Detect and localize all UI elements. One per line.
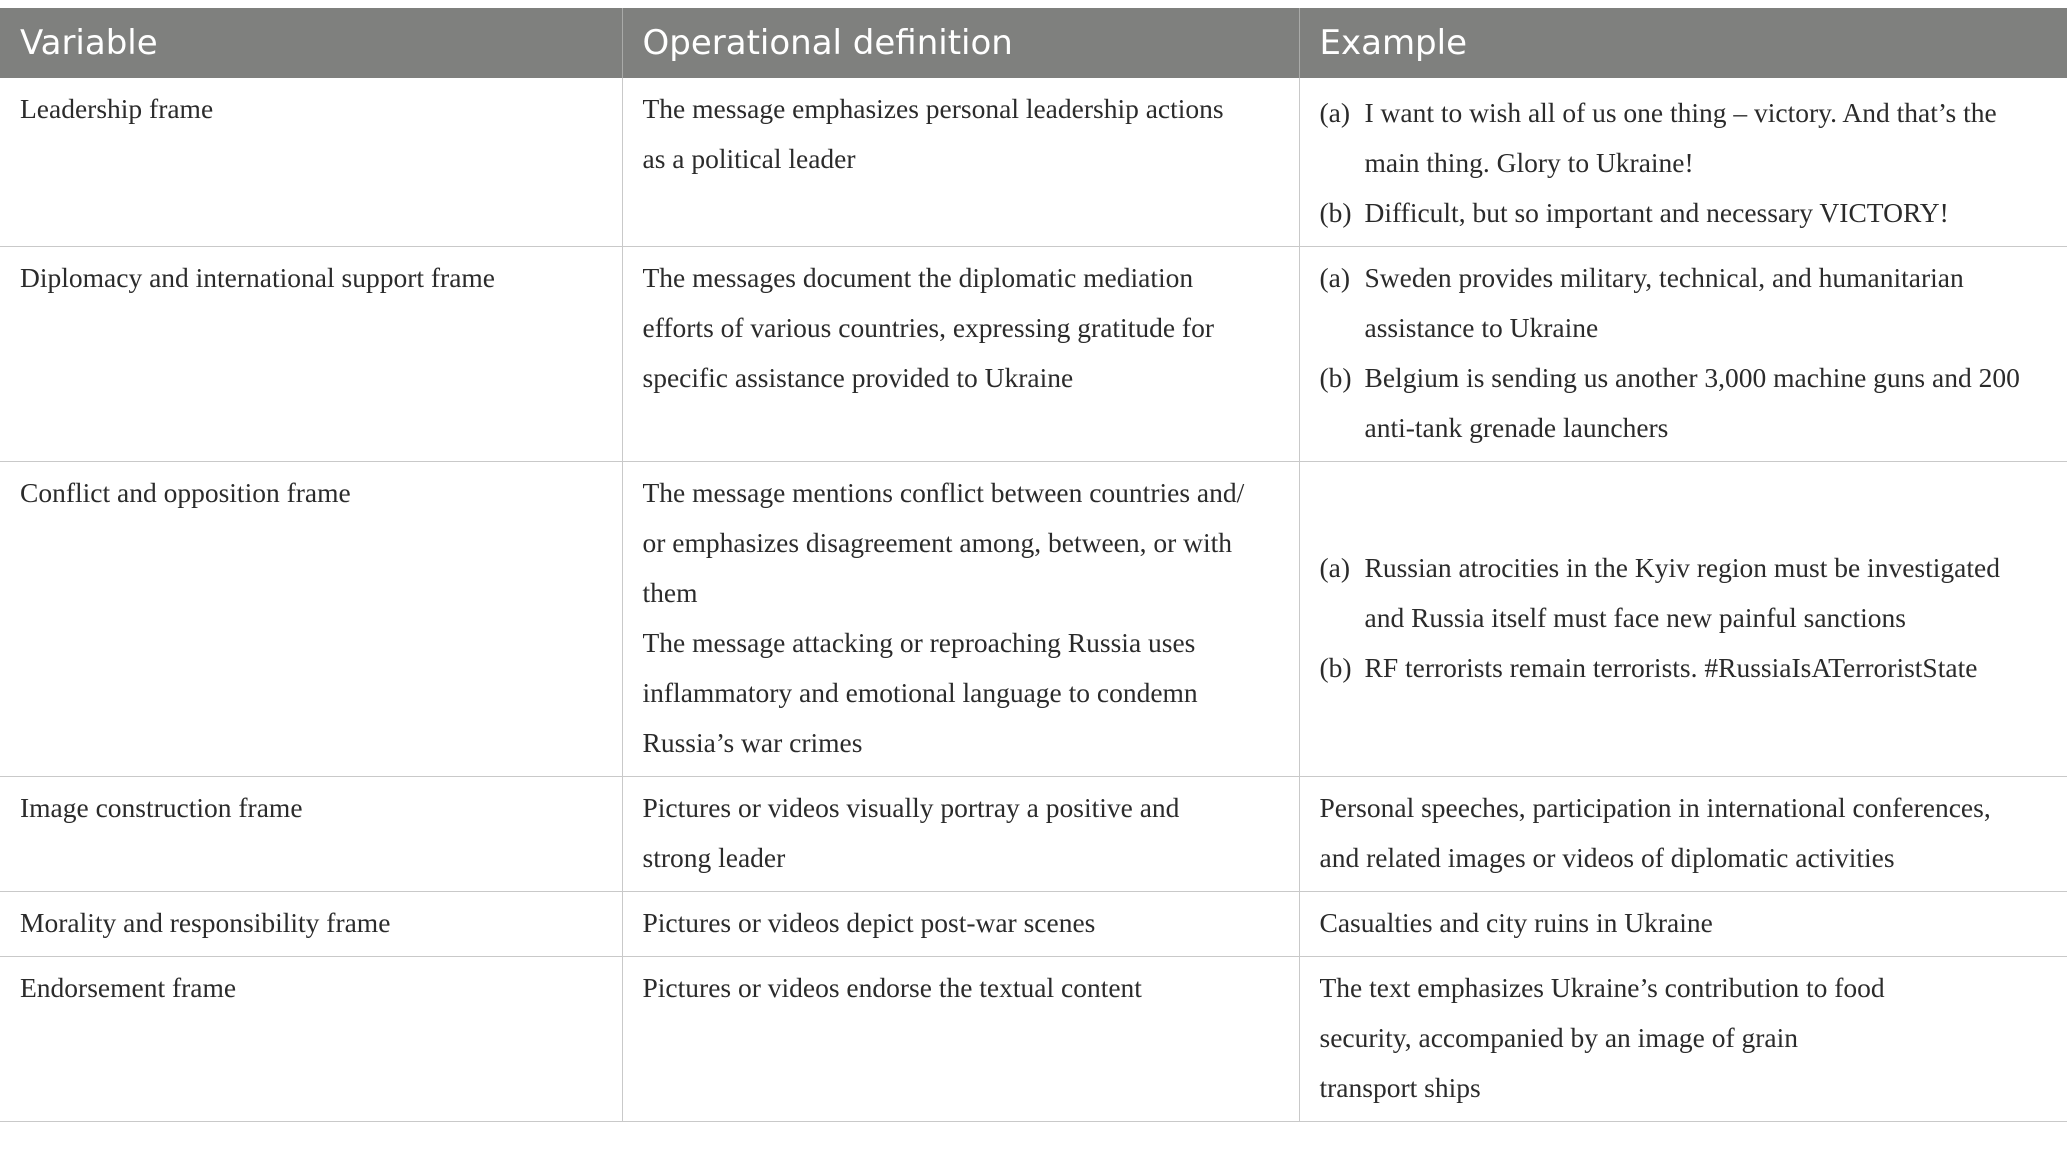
example-text-line: assistance to Ukraine xyxy=(1364,312,1599,343)
variable-name: Diplomacy and international support frame xyxy=(20,262,495,293)
example-label: (b) xyxy=(1319,197,1352,228)
header-row xyxy=(0,8,2067,78)
variable-name: Conflict and opposition frame xyxy=(20,477,351,508)
example-label: (b) xyxy=(1319,652,1352,683)
definition-line: Pictures or videos depict post-war scenes xyxy=(642,907,1096,938)
example-list xyxy=(1320,88,2048,238)
example-text-line: security, accompanied by an image of grain xyxy=(1319,1022,1799,1053)
definition-cell xyxy=(622,247,1299,462)
definition-line: as a political leader xyxy=(642,143,856,174)
variable-cell xyxy=(0,957,622,1122)
variable-cell xyxy=(0,892,622,957)
example-item xyxy=(1320,643,2048,693)
example-text-line: I want to wish all of us one thing – victory. And that’s the xyxy=(1364,97,1997,128)
definition-cell xyxy=(622,462,1299,777)
example-text-line: Personal speeches, participation in international conferences, xyxy=(1319,792,1991,823)
table-row xyxy=(0,78,2067,247)
definition-line: specific assistance provided to Ukraine xyxy=(642,362,1074,393)
definition-line: strong leader xyxy=(642,842,786,873)
example-text-line: anti-tank grenade launchers xyxy=(1364,412,1669,443)
example-item xyxy=(1320,543,2048,643)
example-text-line: RF terrorists remain terrorists. #RussiaIsATerroristState xyxy=(1364,652,1978,683)
example-text-line: and related images or videos of diplomatic activities xyxy=(1319,842,1895,873)
frames-table-container xyxy=(0,8,2067,1122)
example-text-line: Russian atrocities in the Kyiv region must be investigated xyxy=(1364,552,2000,583)
example-text-line: Sweden provides military, technical, and humanitarian xyxy=(1364,262,1964,293)
example-text-line: transport ships xyxy=(1319,1072,1481,1103)
variable-cell xyxy=(0,247,622,462)
example-cell xyxy=(1299,462,2067,777)
table-row xyxy=(0,957,2067,1122)
example-list xyxy=(1320,543,2048,693)
header-operational-definition: Operational definition xyxy=(622,8,1299,78)
frames-table xyxy=(0,8,2067,1122)
variable-name: Endorsement frame xyxy=(20,972,237,1003)
example-list xyxy=(1320,253,2048,453)
example-cell xyxy=(1299,957,2067,1122)
definition-line: them xyxy=(642,577,698,608)
example-item xyxy=(1320,353,2048,453)
definition-line: Russia’s war crimes xyxy=(642,727,863,758)
definition-line: efforts of various countries, expressing gratitude for xyxy=(642,312,1214,343)
definition-line: or emphasizes disagreement among, between, or with xyxy=(642,527,1233,558)
header-variable: Variable xyxy=(0,8,622,78)
variable-cell xyxy=(0,78,622,247)
variable-cell xyxy=(0,777,622,892)
example-cell xyxy=(1299,777,2067,892)
variable-name: Image construction frame xyxy=(20,792,303,823)
example-text-line: Casualties and city ruins in Ukraine xyxy=(1319,907,1713,938)
definition-cell xyxy=(622,78,1299,247)
definition-line: Pictures or videos endorse the textual content xyxy=(642,972,1142,1003)
header-example: Example xyxy=(1299,8,2067,78)
table-row xyxy=(0,892,2067,957)
table-row xyxy=(0,777,2067,892)
variable-cell xyxy=(0,462,622,777)
definition-line: The messages document the diplomatic mediation xyxy=(642,262,1194,293)
definition-cell xyxy=(622,892,1299,957)
definition-cell xyxy=(622,957,1299,1122)
table-row xyxy=(0,247,2067,462)
definition-line: inflammatory and emotional language to condemn xyxy=(642,677,1198,708)
example-text-line: and Russia itself must face new painful sanctions xyxy=(1364,602,1906,633)
definition-line: Pictures or videos visually portray a positive and xyxy=(642,792,1180,823)
example-cell xyxy=(1299,892,2067,957)
example-item xyxy=(1320,188,2048,238)
example-text-line: Difficult, but so important and necessary VICTORY! xyxy=(1364,197,1949,228)
variable-name: Morality and responsibility frame xyxy=(20,907,391,938)
definition-line: The message emphasizes personal leadership actions xyxy=(642,93,1224,124)
example-item xyxy=(1320,253,2048,353)
table-header xyxy=(0,8,2067,78)
example-text-line: Belgium is sending us another 3,000 machine guns and 200 xyxy=(1364,362,2020,393)
example-label: (a) xyxy=(1319,97,1351,128)
example-label: (a) xyxy=(1319,262,1351,293)
definition-line: The message attacking or reproaching Russia uses xyxy=(642,627,1196,658)
table-body xyxy=(0,78,2067,1122)
example-label: (b) xyxy=(1319,362,1352,393)
example-text-line: The text emphasizes Ukraine’s contribution to food xyxy=(1319,972,1885,1003)
example-label: (a) xyxy=(1319,552,1351,583)
definition-cell xyxy=(622,777,1299,892)
definition-line: The message mentions conflict between countries and/ xyxy=(642,477,1245,508)
table-row xyxy=(0,462,2067,777)
example-text-line: main thing. Glory to Ukraine! xyxy=(1364,147,1694,178)
variable-name: Leadership frame xyxy=(20,93,214,124)
example-cell xyxy=(1299,78,2067,247)
example-item xyxy=(1320,88,2048,188)
example-cell xyxy=(1299,247,2067,462)
